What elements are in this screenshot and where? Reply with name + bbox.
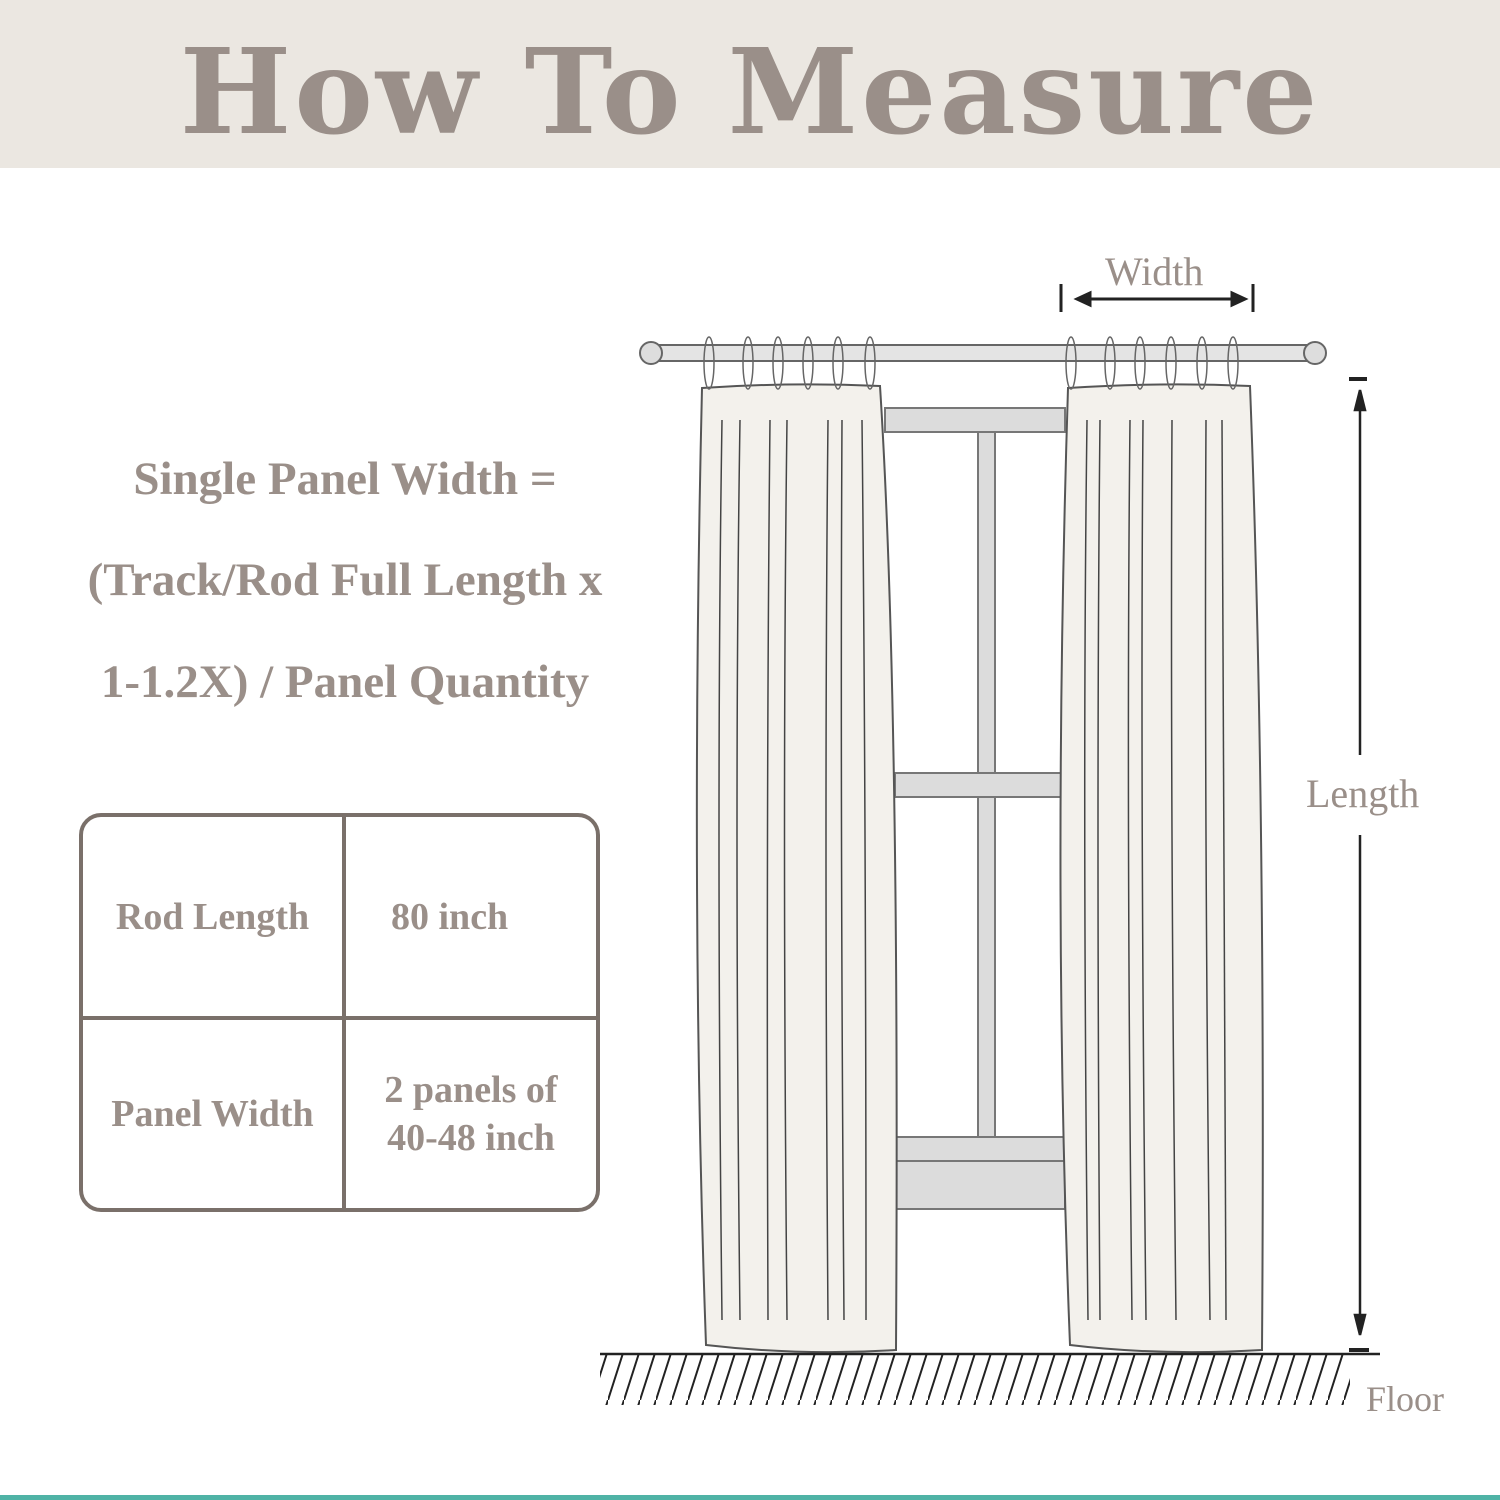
- floor-label: Floor: [1366, 1379, 1445, 1419]
- formula-line-2: (Track/Rod Full Length x: [87, 554, 603, 606]
- rod-length-label: Rod Length: [115, 895, 310, 938]
- panel-width-label: Panel Width: [111, 1093, 314, 1135]
- rod-length-value: 80 inch: [391, 895, 509, 938]
- panel-width-value-line-2: 40-48 inch: [387, 1117, 555, 1159]
- page-title: How To Measure: [179, 22, 1321, 161]
- left-curtain-panel: [697, 384, 897, 1352]
- width-label: Width: [1105, 249, 1204, 294]
- formula-line-1: Single Panel Width =: [133, 453, 557, 505]
- length-label: Length: [1306, 771, 1420, 816]
- panel-width-value-line-1: 2 panels of: [384, 1069, 558, 1111]
- formula-line-3: 1-1.2X) / Panel Quantity: [100, 656, 590, 708]
- accent-bottom-line: [0, 1495, 1500, 1500]
- length-arrow-icon: [1349, 379, 1369, 1350]
- right-curtain-panel: [1060, 384, 1262, 1352]
- window-frame: [885, 408, 1065, 1209]
- floor-hatch: [600, 1354, 1380, 1405]
